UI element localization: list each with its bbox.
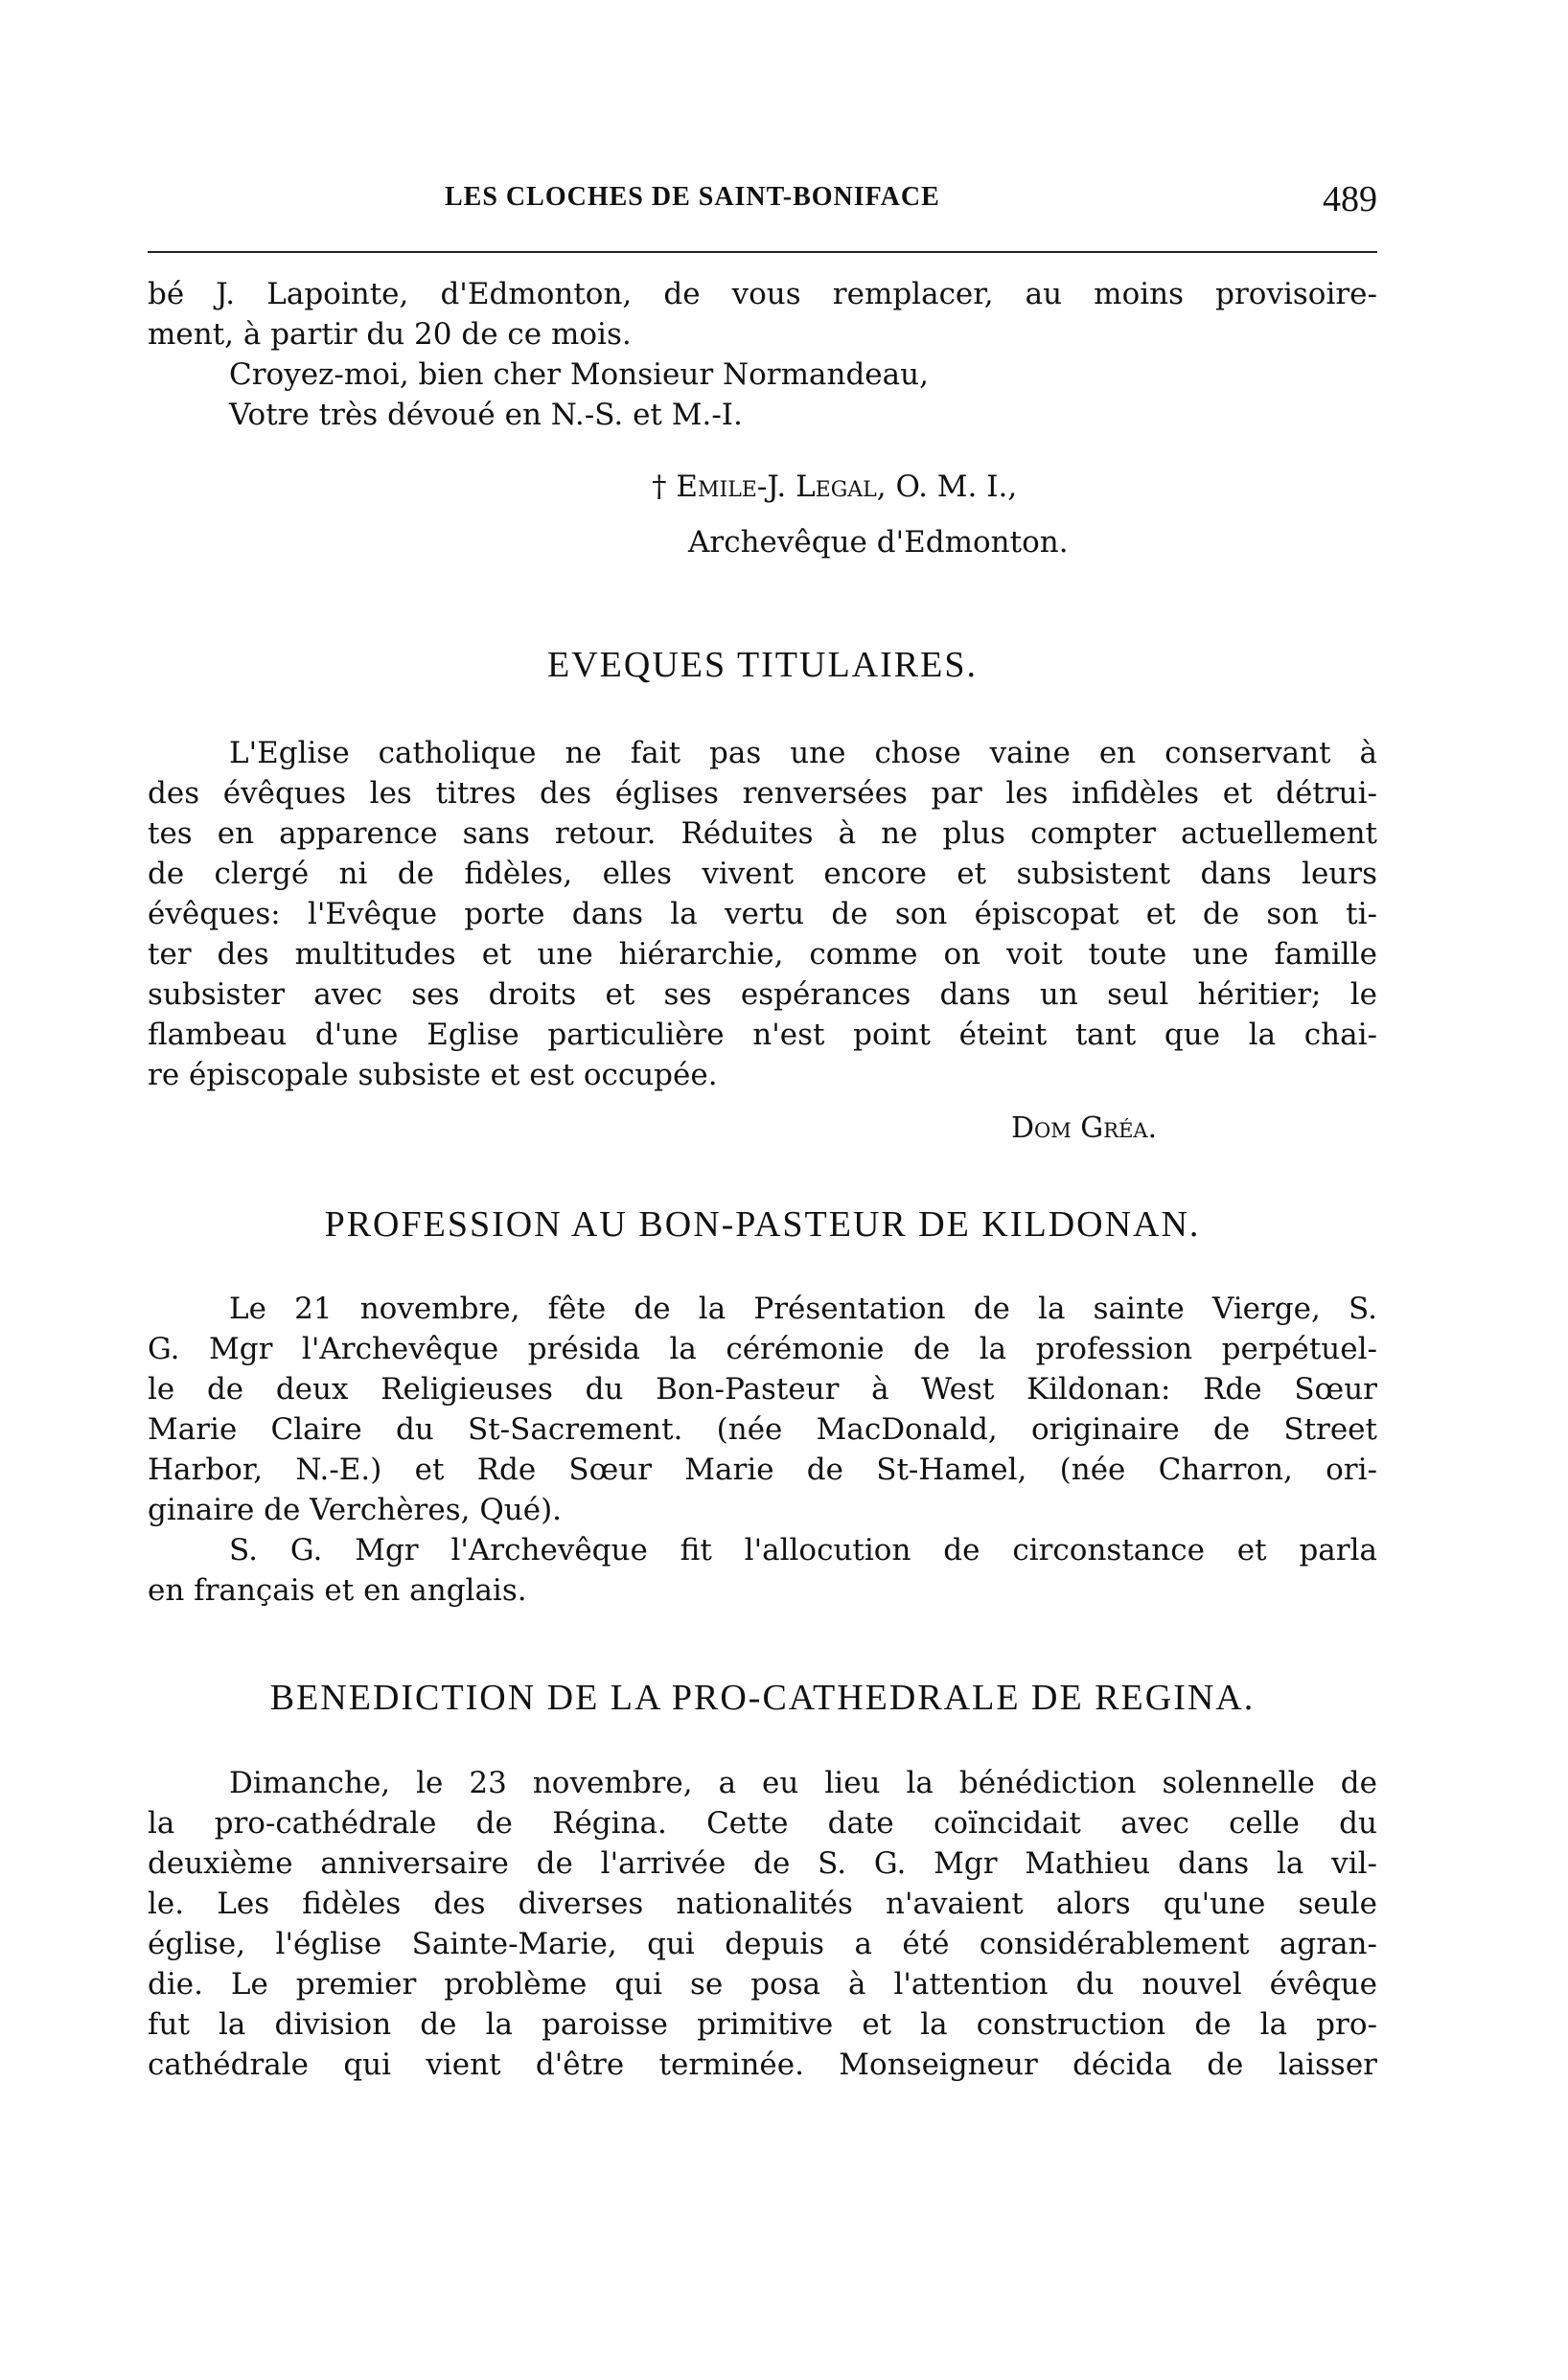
text-line: en français et en anglais.: [148, 1573, 527, 1608]
letter-end: [148, 274, 1377, 435]
text-line: Harbor, N.-E.) et Rde Sœur Marie de St-Hamel, (née Charron, ori-: [148, 1453, 1377, 1487]
signature-title: Archevêque d'Edmonton.: [688, 525, 1069, 560]
text-line: de clergé ni de fidèles, elles vivent encore et subsistent dans leurs: [148, 857, 1377, 891]
section-body: [148, 1289, 1377, 1611]
text-line: deuxième anniversaire de l'arrivée de S. G. Mgr Mathieu dans la vil-: [148, 1846, 1377, 1881]
section-heading: PROFESSION AU BON-PASTEUR DE KILDONAN.: [324, 1204, 1201, 1245]
page-number: 489: [1323, 179, 1377, 219]
text-line: Dimanche, le 23 novembre, a eu lieu la bénédiction solennelle de: [229, 1766, 1377, 1800]
text-line: des évêques les titres des églises renversées par les infidèles et détrui-: [148, 776, 1377, 811]
text-line: tes en apparence sans retour. Réduites à ne plus compter actuellement: [148, 816, 1377, 851]
text-line: fut la division de la paroisse primitive et la construction de la pro-: [148, 2007, 1377, 2042]
text-line: ginaire de Verchères, Qué).: [148, 1493, 563, 1527]
text-line: église, l'église Sainte-Marie, qui depuis a été considérablement agran-: [148, 1927, 1377, 1961]
section-heading: BENEDICTION DE LA PRO-CATHEDRALE DE REGINA.: [269, 1678, 1256, 1718]
text-line: évêques: l'Evêque porte dans la vertu de son épiscopat et de son ti-: [148, 897, 1377, 931]
letter-closing: Croyez-moi, bien cher Monsieur Normandeau,: [229, 357, 929, 392]
text-line: die. Le premier problème qui se posa à l'attention du nouvel évêque: [148, 1967, 1377, 2002]
letter-closing: Votre très dévoué en N.-S. et M.-I.: [229, 398, 743, 432]
section-heading: EVEQUES TITULAIRES.: [547, 645, 978, 685]
text-line: cathédrale qui vient d'être terminée. Monseigneur décida de laisser: [148, 2048, 1377, 2082]
section-body: [148, 1763, 1377, 2085]
section-body: [148, 733, 1377, 1095]
page-header: [148, 179, 1377, 220]
running-title: LES CLOCHES DE SAINT-BONIFACE: [445, 182, 940, 212]
text-line: ment, à partir du 20 de ce mois.: [148, 317, 632, 352]
text-line: S. G. Mgr l'Archevêque fit l'allocution de circonstance et parla: [229, 1533, 1377, 1568]
text-line: le de deux Religieuses du Bon-Pasteur à West Kildonan: Rde Sœur: [148, 1372, 1377, 1407]
header-rule: [148, 251, 1377, 253]
text-line: re épiscopale subsiste et est occupée.: [148, 1058, 718, 1092]
text-line: subsister avec ses droits et ses espérances dans un seul héritier; le: [148, 977, 1377, 1012]
text-line: flambeau d'une Eglise particulière n'est point éteint tant que la chai-: [148, 1018, 1377, 1052]
quote-author: Dom Gréa.: [1011, 1111, 1158, 1145]
text-line: G. Mgr l'Archevêque présida la cérémonie de la profession perpétuel-: [148, 1332, 1377, 1366]
text-line: bé J. Lapointe, d'Edmonton, de vous remplacer, au moins provisoire-: [148, 277, 1377, 311]
text-line: L'Eglise catholique ne fait pas une chose vaine en conservant à: [229, 736, 1377, 770]
letter-signature: † Emile-J. Legal, O. M. I.,: [652, 469, 1018, 504]
text-line: ter des multitudes et une hiérarchie, comme on voit toute une famille: [148, 937, 1377, 972]
text-line: le. Les fidèles des diverses nationalités n'avaient alors qu'une seule: [148, 1887, 1377, 1921]
text-line: Marie Claire du St-Sacrement. (née MacDonald, originaire de Street: [148, 1412, 1377, 1447]
text-line: Le 21 novembre, fête de la Présentation de la sainte Vierge, S.: [229, 1292, 1377, 1326]
text-line: la pro-cathédrale de Régina. Cette date coïncidait avec celle du: [148, 1806, 1377, 1841]
